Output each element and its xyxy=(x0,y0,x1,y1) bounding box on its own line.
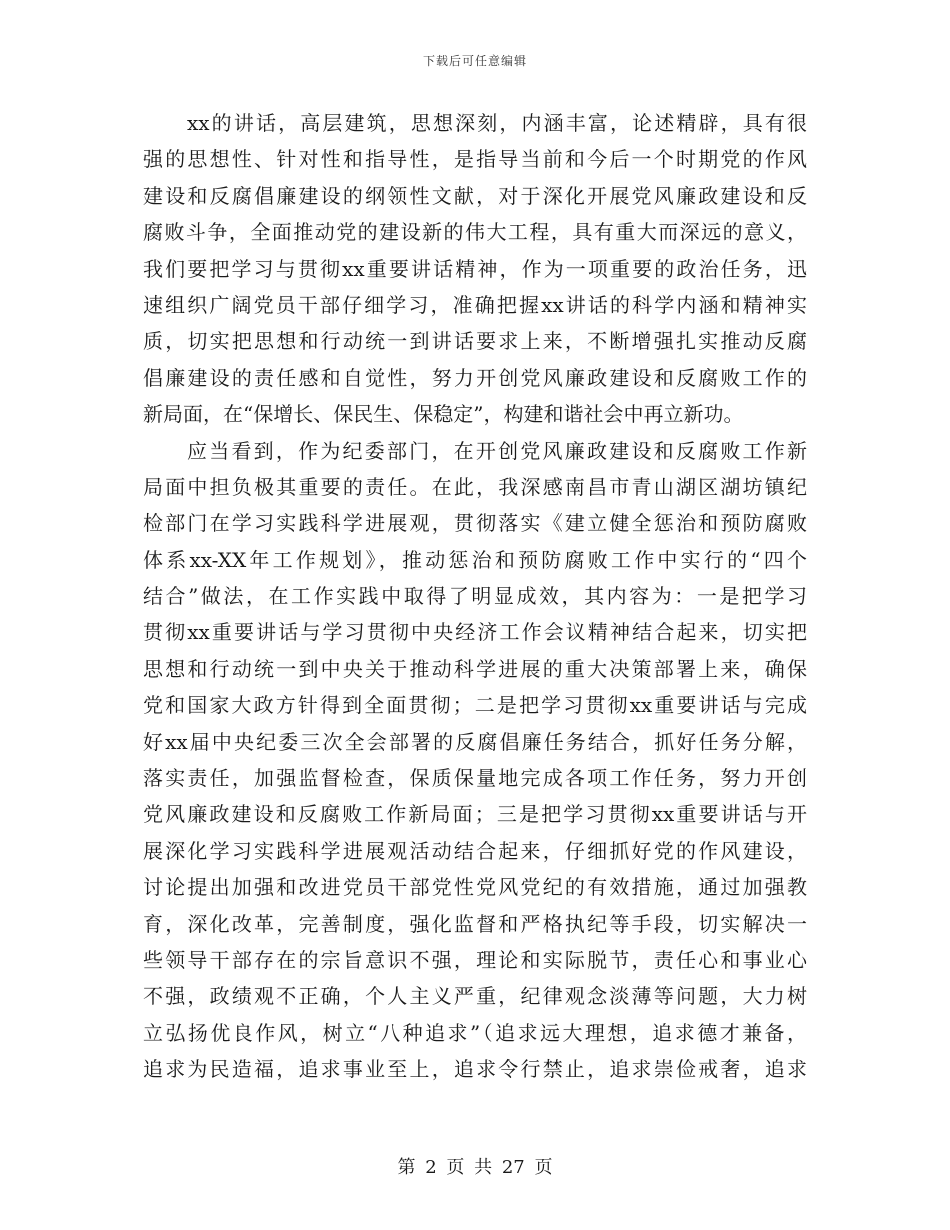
document-body xyxy=(143,105,807,1088)
text-line: xx的讲话，高层建筑，思想深刻，内涵丰富，论述精辟，具有很 xyxy=(187,111,807,135)
text-line: 倡廉建设的责任感和自觉性，努力开创党风廉政建设和反腐败工作的 xyxy=(143,365,807,390)
text-line: 立弘扬优良作风，树立“八种追求”（追求远大理想，追求德才兼备， xyxy=(143,1020,807,1045)
text-line: 不强，政绩观不正确，个人主义严重，纪律观念淡薄等问题，大力树 xyxy=(143,984,807,1009)
page-header: 下载后可任意编辑 xyxy=(422,54,527,68)
text-line: 好xx届中央纪委三次全会部署的反腐倡廉任务结合，抓好任务分解， xyxy=(143,729,807,754)
text-line: 党和国家大政方针得到全面贯彻；二是把学习贯彻xx重要讲话与完成 xyxy=(143,693,807,718)
text-line: 新局面，在“保增长、保民生、保稳定”，构建和谐社会中再立新功。 xyxy=(143,402,744,427)
text-line: 我们要把学习与贯彻xx重要讲话精神，作为一项重要的政治任务，迅 xyxy=(143,256,807,281)
text-line: 贯彻xx重要讲话与学习贯彻中央经济工作会议精神结合起来，切实把 xyxy=(143,620,807,645)
text-line: 检部门在学习实践科学进展观，贯彻落实《建立健全惩治和预防腐败 xyxy=(143,511,807,536)
text-line: 思想和行动统一到中央关于推动科学进展的重大决策部署上来，确保 xyxy=(143,656,807,681)
text-line: 追求为民造福，追求事业至上，追求令行禁止，追求崇俭戒奢，追求 xyxy=(143,1057,807,1082)
text-line: 强的思想性、针对性和指导性，是指导当前和今后一个时期党的作风 xyxy=(143,147,807,172)
text-line: 落实责任，加强监督检查，保质保量地完成各项工作任务，努力开创 xyxy=(143,766,807,791)
text-line: 育，深化改革，完善制度，强化监督和严格执纪等手段，切实解决一 xyxy=(143,911,807,936)
text-line: 速组织广阔党员干部仔细学习，准确把握xx讲话的科学内涵和精神实 xyxy=(143,292,807,317)
text-line: 建设和反腐倡廉建设的纲领性文献，对于深化开展党风廉政建设和反 xyxy=(143,183,807,208)
text-line: 展深化学习实践科学进展观活动结合起来，仔细抓好党的作风建设， xyxy=(143,838,807,863)
text-line: 局面中担负极其重要的责任。在此，我深感南昌市青山湖区湖坊镇纪 xyxy=(143,474,807,499)
text-line: 应当看到，作为纪委部门，在开创党风廉政建设和反腐败工作新 xyxy=(187,438,807,463)
text-line: 些领导干部存在的宗旨意识不强，理论和实际脱节，责任心和事业心 xyxy=(143,947,807,972)
text-line: 腐败斗争，全面推动党的建设新的伟大工程，具有重大而深远的意义， xyxy=(143,220,807,245)
page-number: 第 2 页 共 27 页 xyxy=(397,1157,553,1178)
text-line: 讨论提出加强和改进党员干部党性党风党纪的有效措施，通过加强教 xyxy=(143,875,807,900)
text-line: 党风廉政建设和反腐败工作新局面；三是把学习贯彻xx重要讲话与开 xyxy=(143,802,807,827)
text-line: 体系xx-XX年工作规划》，推动惩治和预防腐败工作中实行的“四个 xyxy=(143,547,807,572)
text-line: 质，切实把思想和行动统一到讲话要求上来，不断增强扎实推动反腐 xyxy=(143,329,807,354)
text-line: 结合”做法，在工作实践中取得了明显成效，其内容为：一是把学习 xyxy=(143,584,807,609)
